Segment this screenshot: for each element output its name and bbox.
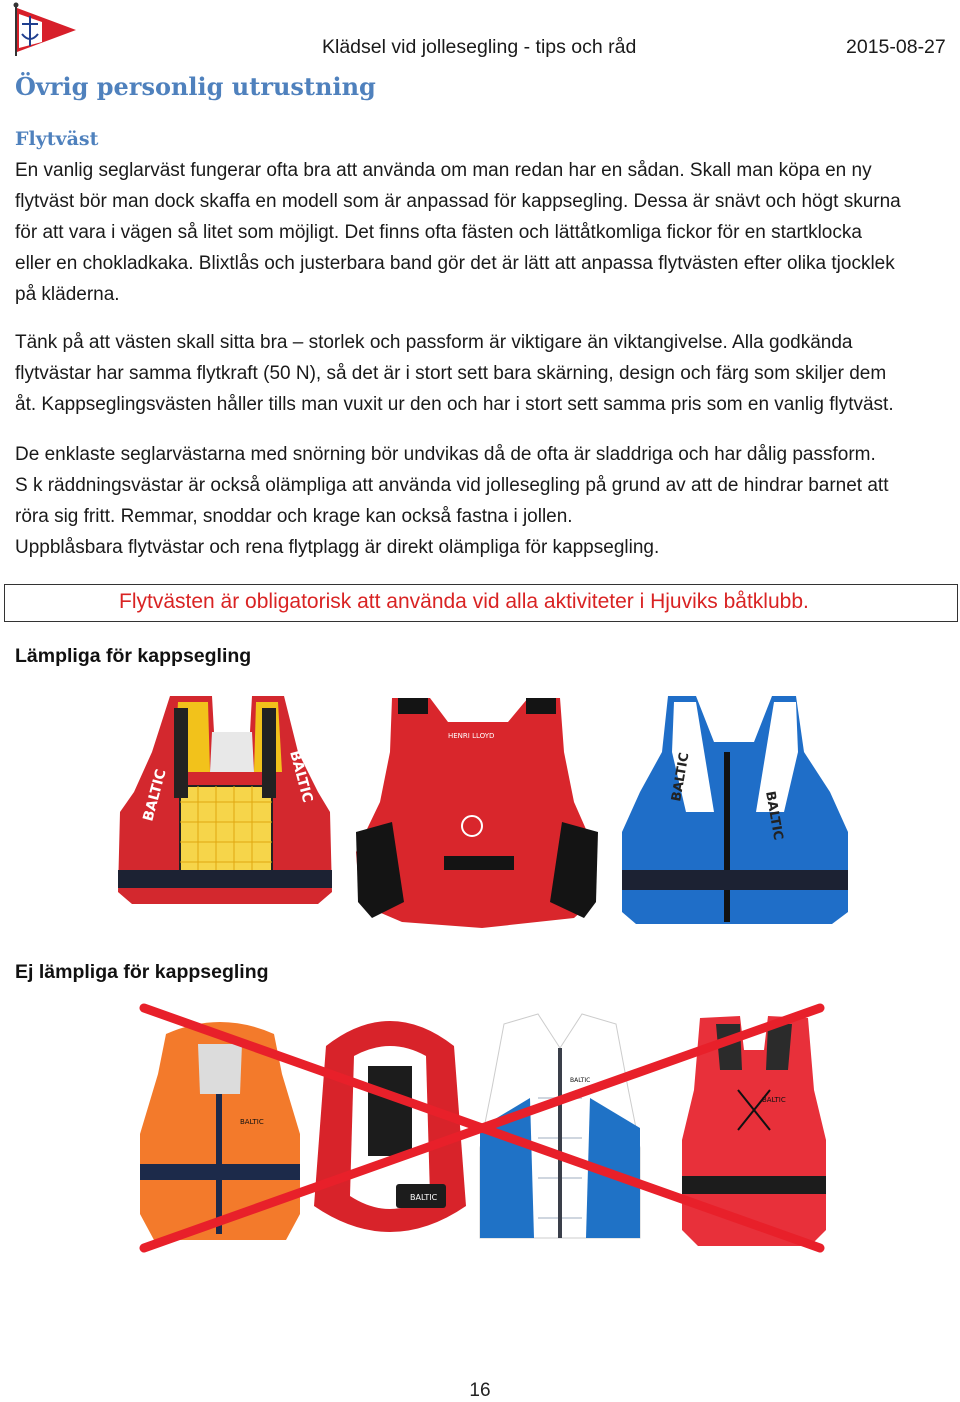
vest-brand-label: BALTIC	[762, 1096, 786, 1104]
text-line: på kläderna.	[15, 284, 120, 305]
club-pennant-logo	[10, 2, 78, 58]
section-title: Övrig personlig utrustning	[15, 72, 376, 101]
vest-brand-label: BALTIC	[762, 790, 786, 842]
text-line: Tänk på att västen skall sitta bra – storlek och passform är viktigare än viktangivelse. Alla godkända	[15, 332, 853, 353]
document-date: 2015-08-27	[846, 36, 946, 58]
text-line: åt. Kappseglingsvästen håller tills man vuxit ur den och har i stort sett samma pris som en vanlig flytväst.	[15, 394, 894, 415]
text-line: En vanlig seglarväst fungerar ofta bra att använda om man redan har en sådan. Skall man köpa en ny	[15, 160, 872, 181]
suitable-heading: Lämpliga för kappsegling	[15, 645, 252, 667]
paragraph-racing-vest	[15, 155, 950, 310]
text-line: flytvästar har samma flytkraft (50 N), så det är i stort sett bara skärning, design och färg som skiljer dem	[15, 363, 887, 384]
paragraph-fit	[15, 327, 950, 420]
unsuitable-heading: Ej lämpliga för kappsegling	[15, 961, 269, 983]
vest-brand-label: BALTIC	[286, 748, 316, 805]
vest-brand-label: BALTIC	[410, 1193, 438, 1202]
mandatory-notice-box	[4, 584, 958, 622]
vest-brand-label: HENRI LLOYD	[448, 732, 495, 740]
text-line: för att vara i vägen så litet som möjligt. Det finns ofta fästen och lättåtkomliga fickor för en startklocka	[15, 222, 862, 243]
mandatory-notice-text: Flytvästen är obligatorisk att använda vid alla aktiviteter i Hjuviks båtklubb.	[119, 590, 809, 613]
document-title: Klädsel vid jollesegling - tips och råd	[322, 36, 637, 58]
page-number: 16	[469, 1380, 491, 1401]
text-line: De enklaste seglarvästarna med snörning bör undvikas då de ofta är sladdriga och har dålig passform.	[15, 444, 876, 465]
paragraph-unsuitable	[15, 439, 950, 563]
text-line: S k räddningsvästar är också olämpliga att använda vid jollesegling på grund av att de hindrar barnet att	[15, 475, 889, 496]
racing-vest-red-yellow-image	[112, 692, 338, 925]
text-line: röra sig fritt. Remmar, snoddar och krage kan också fastna i jollen.	[15, 506, 573, 527]
vest-brand-label: BALTIC	[570, 1077, 591, 1084]
vest-brand-label: BALTIC	[240, 1118, 264, 1126]
vest-brand-label: BALTIC	[140, 767, 170, 824]
racing-vest-red-image	[352, 692, 602, 935]
red-cross-mark	[138, 1002, 828, 1261]
racing-vest-blue-white-image	[616, 692, 852, 937]
vest-brand-label: BALTIC	[669, 751, 693, 803]
text-line: Uppblåsbara flytvästar och rena flytplagg är direkt olämpliga för kappsegling.	[15, 537, 660, 558]
subsection-title: Flytväst	[15, 128, 99, 150]
text-line: flytväst bör man dock skaffa en modell som är anpassad för kappsegling. Dessa är snävt och högt skurna	[15, 191, 901, 212]
text-line: eller en chokladkaka. Blixtlås och justerbara band gör det är lätt att anpassa flytvästen efter olika tjocklek	[15, 253, 895, 274]
